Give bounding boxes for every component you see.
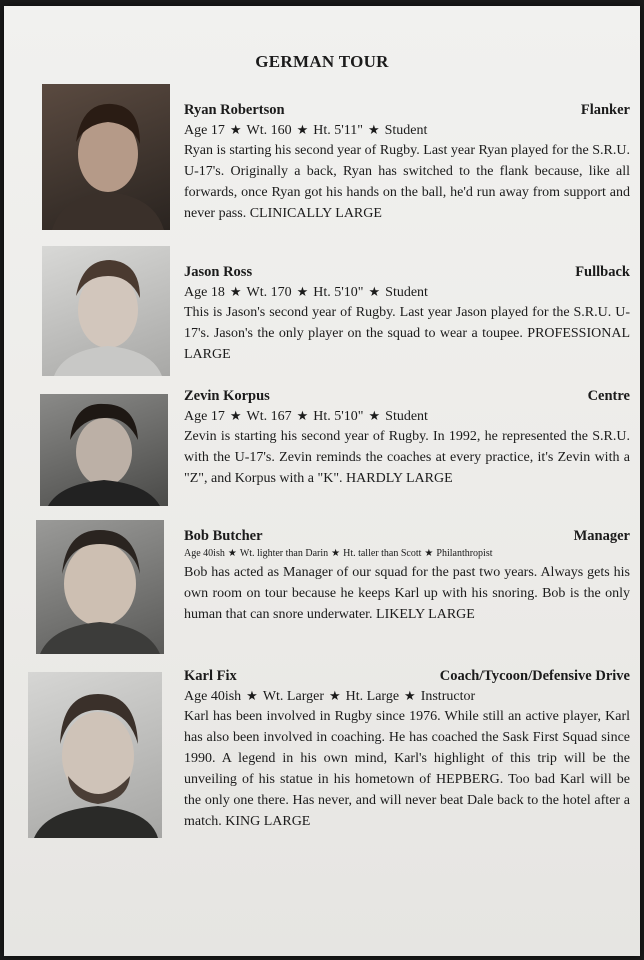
player-bio-text: Bob has acted as Manager of our squad for the past two years. Always gets his own room on tour because he keeps Karl up with his snoring. Bob is the only human that can snore underwater. LIKELY LARGE [184, 565, 630, 622]
player-occupation: Student [385, 409, 428, 424]
player-stats [184, 546, 630, 562]
player-name: Zevin Korpus [184, 388, 270, 404]
portrait-image [28, 672, 162, 838]
player-weight: Wt. 160 [246, 123, 292, 138]
star-icon: ★ [331, 548, 341, 559]
player-height: Ht. Large [345, 689, 400, 704]
player-stats [184, 120, 630, 140]
player-age: Age 18 [184, 285, 225, 300]
player-photo [42, 246, 170, 376]
player-weight: Wt. Larger [262, 689, 324, 704]
portrait-image [40, 394, 168, 506]
player-age: Age 17 [184, 123, 225, 138]
player-name: Jason Ross [184, 264, 253, 280]
player-photo [40, 394, 168, 506]
player-position: Manager [573, 528, 630, 544]
star-icon: ★ [229, 122, 242, 137]
player-bio-block [184, 386, 630, 489]
player-occupation: Philanthropist [436, 548, 493, 559]
player-bio-text: Zevin is starting his second year of Rugby. In 1992, he represented the S.R.U. with the U-17's. Zevin reminds the coaches at every practice, it's Zevin with a "Z", and Korpus with a "K". HARDLY LARGE [184, 429, 630, 486]
portrait-image [42, 84, 170, 230]
star-icon: ★ [227, 548, 237, 559]
star-icon: ★ [404, 688, 416, 703]
player-weight: Wt. 170 [246, 285, 292, 300]
player-name: Karl Fix [184, 668, 237, 684]
program-page [4, 6, 640, 956]
player-weight: Wt. 167 [246, 409, 292, 424]
player-age: Age 17 [184, 409, 225, 424]
player-bio-block [184, 526, 630, 625]
star-icon: ★ [368, 284, 381, 299]
player-height: Ht. 5'11" [313, 123, 363, 138]
player-bio-block [184, 666, 630, 832]
star-icon: ★ [296, 408, 309, 423]
player-stats [184, 686, 630, 706]
star-icon: ★ [424, 548, 434, 559]
player-stats [184, 406, 630, 426]
player-bio-text: Ryan is starting his second year of Rugby. Last year Ryan played for the S.R.U. U-17's. Originally a back, Ryan has switched to the flank because, like all forwards, once Ryan got his hands on the ball, he'd run away from support and never pass. CLINICALLY LARGE [184, 143, 630, 221]
player-photo [42, 84, 170, 230]
page-title: GERMAN TOUR [255, 52, 389, 71]
star-icon: ★ [296, 284, 309, 299]
star-icon: ★ [328, 688, 341, 703]
player-photo [36, 520, 164, 654]
player-height: Ht. taller than Scott [343, 548, 422, 559]
star-icon: ★ [367, 122, 380, 137]
player-bio-text: This is Jason's second year of Rugby. Last year Jason played for the S.R.U. U-17's. Jason's the only player on the squad to wear a toupee. PROFESSIONAL LARGE [184, 305, 630, 362]
player-height: Ht. 5'10" [313, 409, 364, 424]
player-age: Age 40ish [184, 548, 225, 559]
player-name: Ryan Robertson [184, 102, 285, 118]
star-icon: ★ [296, 122, 309, 137]
player-occupation: Instructor [420, 689, 476, 704]
player-bio-text: Karl has been involved in Rugby since 1976. While still an active player, Karl has also been involved in coaching. He has coached the Sask First Squad since 1990. A legend in his own mind, Karl's highlight of this trip will be the unveiling of his statue in his hometown of HEPBERG. Too bad Karl will be the only one there. Has never, and will never beat Dale back to the hotel after a match. KING LARGE [184, 709, 630, 829]
star-icon: ★ [229, 408, 242, 423]
star-icon: ★ [229, 284, 242, 299]
player-occupation: Student [385, 285, 428, 300]
portrait-image [36, 520, 164, 654]
player-position: Fullback [575, 264, 630, 280]
portrait-image [42, 246, 170, 376]
star-icon: ★ [368, 408, 381, 423]
player-age: Age 40ish [184, 689, 242, 704]
player-bio-block [184, 100, 630, 224]
star-icon: ★ [246, 688, 258, 703]
player-height: Ht. 5'10" [313, 285, 364, 300]
player-stats [184, 282, 630, 302]
player-occupation: Student [384, 123, 428, 138]
player-name: Bob Butcher [184, 528, 263, 544]
player-photo [28, 672, 162, 838]
player-position: Centre [587, 388, 630, 404]
player-bio-block [184, 262, 630, 365]
player-position: Coach/Tycoon/Defensive Drive [439, 668, 630, 684]
player-position: Flanker [580, 102, 630, 118]
player-weight: Wt. lighter than Darin [239, 548, 329, 559]
